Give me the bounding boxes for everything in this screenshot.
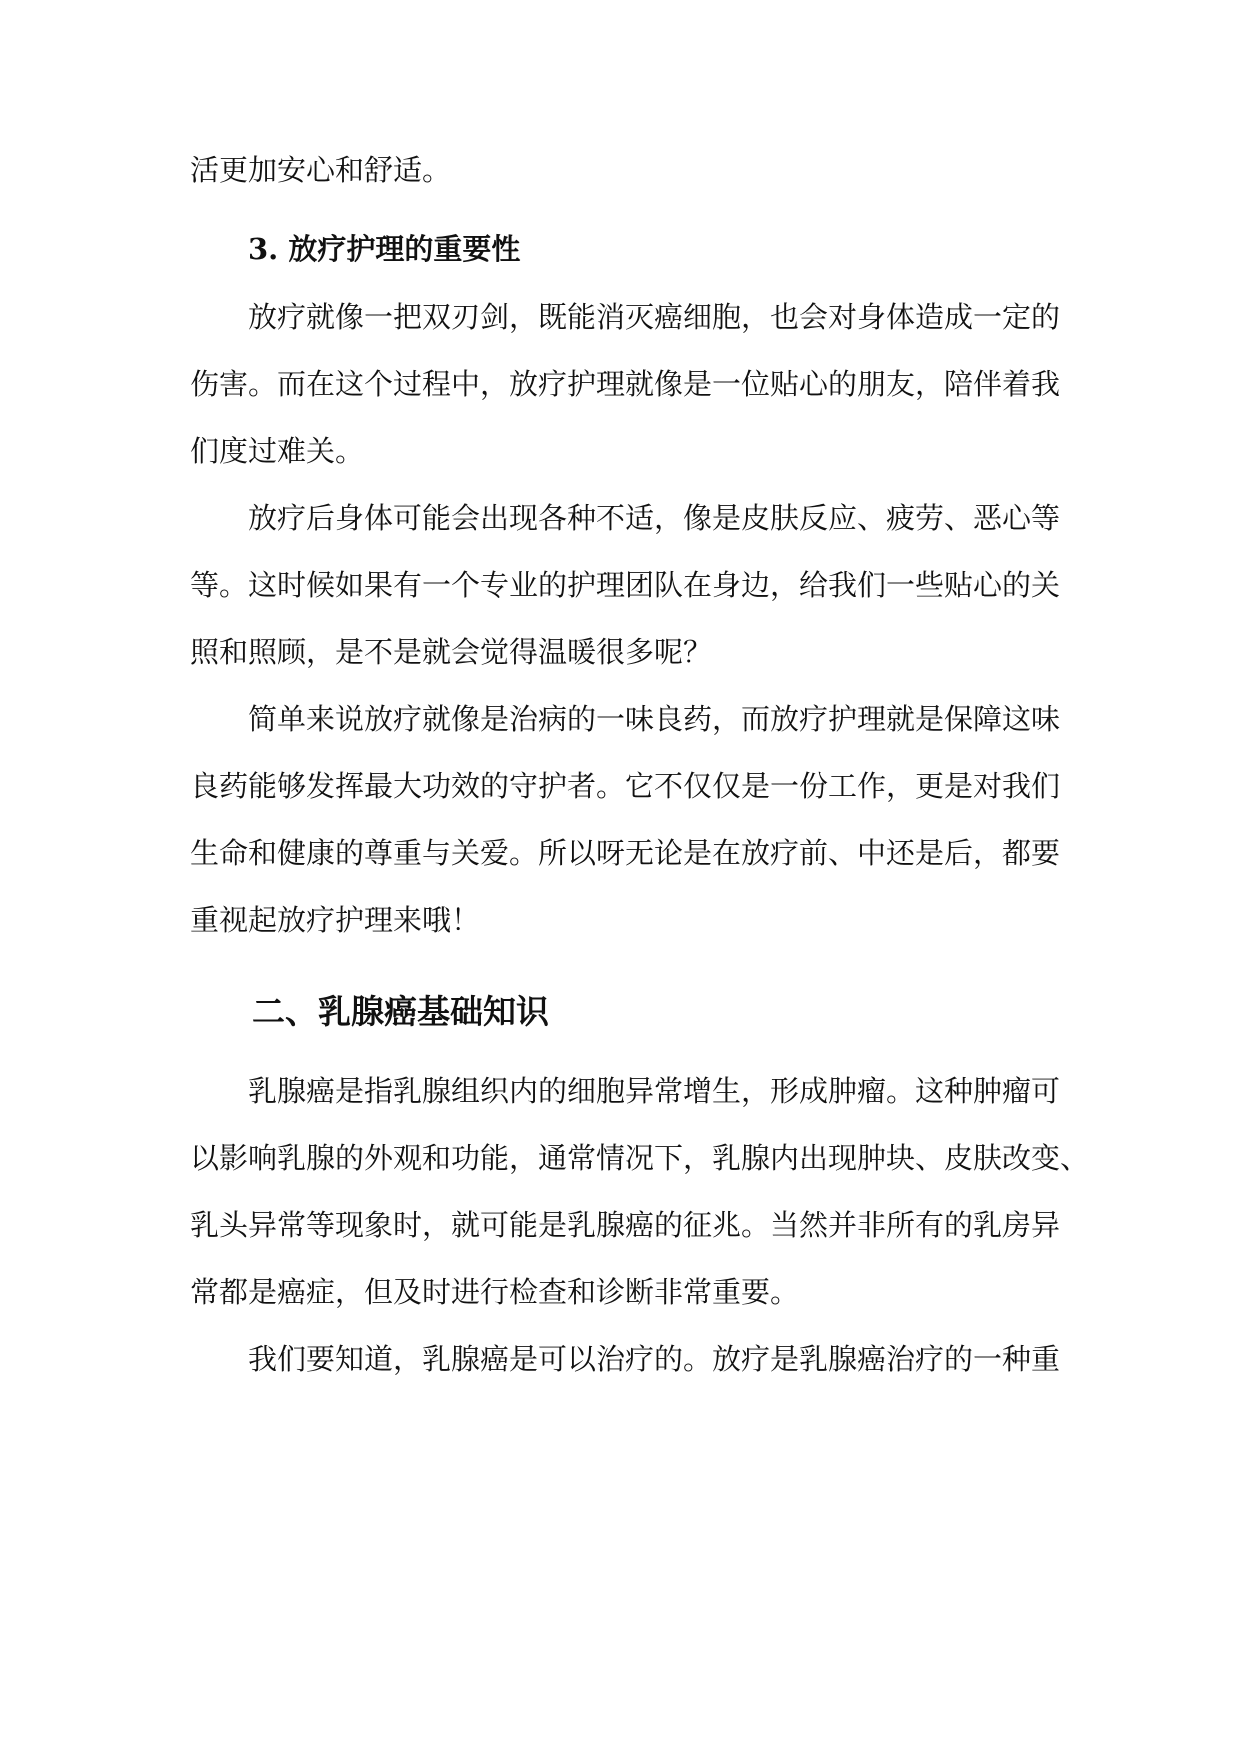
paragraph-line: 们度过难关。: [190, 434, 365, 468]
paragraph-line: 放疗就像一把双刃剑，既能消灭癌细胞，也会对身体造成一定的: [248, 300, 1061, 334]
paragraph-line: 乳腺癌是指乳腺组织内的细胞异常增生，形成肿瘤。这种肿瘤可: [248, 1074, 1061, 1108]
paragraph-line: 简单来说放疗就像是治病的一味良药，而放疗护理就是保障这味: [248, 702, 1061, 736]
paragraph-line: 我们要知道，乳腺癌是可以治疗的。放疗是乳腺癌治疗的一种重: [248, 1342, 1061, 1376]
paragraph-line: 乳头异常等现象时，就可能是乳腺癌的征兆。当然并非所有的乳房异: [190, 1208, 1061, 1242]
paragraph-line: 重视起放疗护理来哦！: [190, 903, 481, 937]
paragraph-line: 伤害。而在这个过程中，放疗护理就像是一位贴心的朋友，陪伴着我: [190, 367, 1061, 401]
paragraph-line: 以影响乳腺的外观和功能，通常情况下，乳腺内出现肿块、皮肤改变、: [190, 1141, 1090, 1175]
chapter-heading: 二、乳腺癌基础知识: [252, 992, 549, 1031]
section-heading: 3. 放疗护理的重要性: [248, 232, 521, 266]
paragraph-line: 常都是癌症，但及时进行检查和诊断非常重要。: [190, 1275, 800, 1309]
paragraph-line: 等。这时候如果有一个专业的护理团队在身边，给我们一些贴心的关: [190, 568, 1061, 602]
paragraph-line: 照和照顾，是不是就会觉得温暖很多呢？: [190, 635, 713, 669]
paragraph-line: 生命和健康的尊重与关爱。所以呀无论是在放疗前、中还是后，都要: [190, 836, 1061, 870]
paragraph-line: 良药能够发挥最大功效的守护者。它不仅仅是一份工作，更是对我们: [190, 769, 1061, 803]
paragraph-line: 放疗后身体可能会出现各种不适，像是皮肤反应、疲劳、恶心等: [248, 501, 1061, 535]
paragraph-line: 活更加安心和舒适。: [190, 153, 452, 187]
